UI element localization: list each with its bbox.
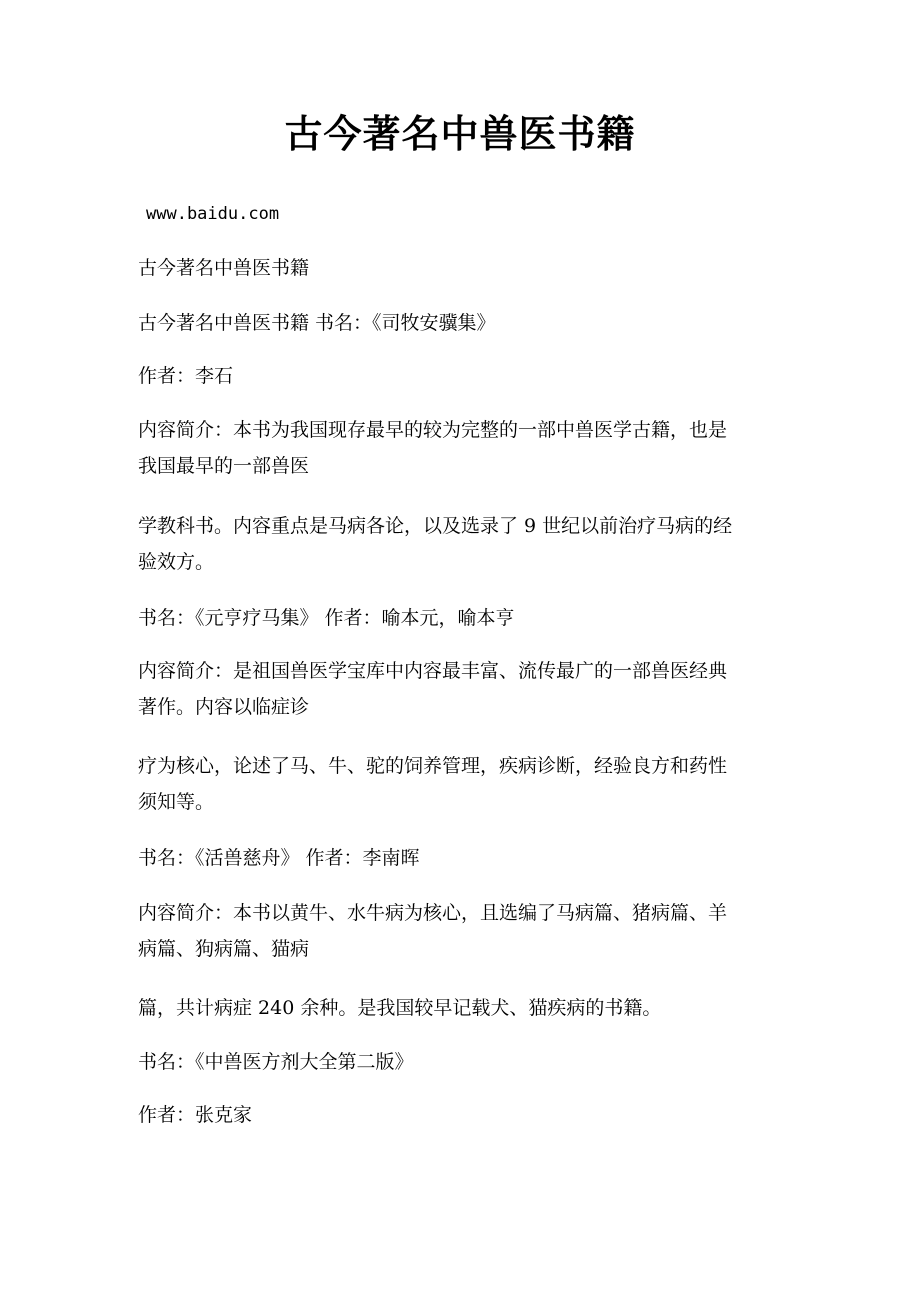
paragraph-line: 我国最早的一部兽医: [138, 455, 310, 477]
paragraph-line: 须知等。: [138, 791, 215, 813]
paragraph: [138, 1044, 788, 1080]
paragraph-line: 内容简介：是祖国兽医学宝库中内容最丰富、流传最广的一部兽医经典: [138, 660, 728, 682]
paragraph-line: 验效方。: [138, 551, 215, 573]
paragraph: [138, 412, 788, 484]
paragraph-line: 书名：《元亨疗马集》 作者：喻本元，喻本亨: [138, 607, 515, 629]
paragraph: [138, 250, 788, 286]
paragraph-line: 著作。内容以临症诊: [138, 696, 310, 718]
paragraph-line: 篇，共计病症 240 余种。是我国较早记载犬、猫疾病的书籍。: [138, 997, 662, 1019]
paragraph-line: 疗为核心，论述了马、牛、驼的饲养管理，疾病诊断，经验良方和药性: [138, 755, 728, 777]
paragraph-line: 古今著名中兽医书籍: [138, 257, 310, 279]
paragraph-line: 古今著名中兽医书籍 书名：《司牧安骥集》: [138, 312, 496, 334]
paragraph: [138, 305, 788, 341]
paragraph-line: 作者：张克家: [138, 1104, 253, 1126]
paragraph-line: 病篇、狗病篇、猫病: [138, 938, 310, 960]
paragraph: [138, 508, 788, 580]
paragraph-line: 书名：《活兽慈舟》 作者：李南晖: [138, 847, 420, 869]
paragraph: [138, 990, 788, 1026]
document-title: 古今著名中兽医书籍: [284, 111, 636, 156]
paragraph: [138, 653, 788, 725]
paragraph: [138, 840, 788, 876]
paragraph: [138, 895, 788, 967]
paragraph: [138, 600, 788, 636]
paragraph: [138, 358, 788, 394]
source-url: www.baidu.com: [146, 204, 280, 224]
paragraph: [138, 748, 788, 820]
paragraph-line: 内容简介：本书以黄牛、水牛病为核心，且选编了马病篇、猪病篇、羊: [138, 902, 728, 924]
paragraph-line: 作者：李石: [138, 365, 234, 387]
paragraph-line: 书名：《中兽医方剂大全第二版》: [138, 1051, 414, 1073]
paragraph: [138, 1097, 788, 1133]
paragraph-line: 内容简介：本书为我国现存最早的较为完整的一部中兽医学古籍，也是: [138, 419, 728, 441]
paragraph-line: 学教科书。内容重点是马病各论，以及选录了 9 世纪以前治疗马病的经: [138, 515, 733, 537]
